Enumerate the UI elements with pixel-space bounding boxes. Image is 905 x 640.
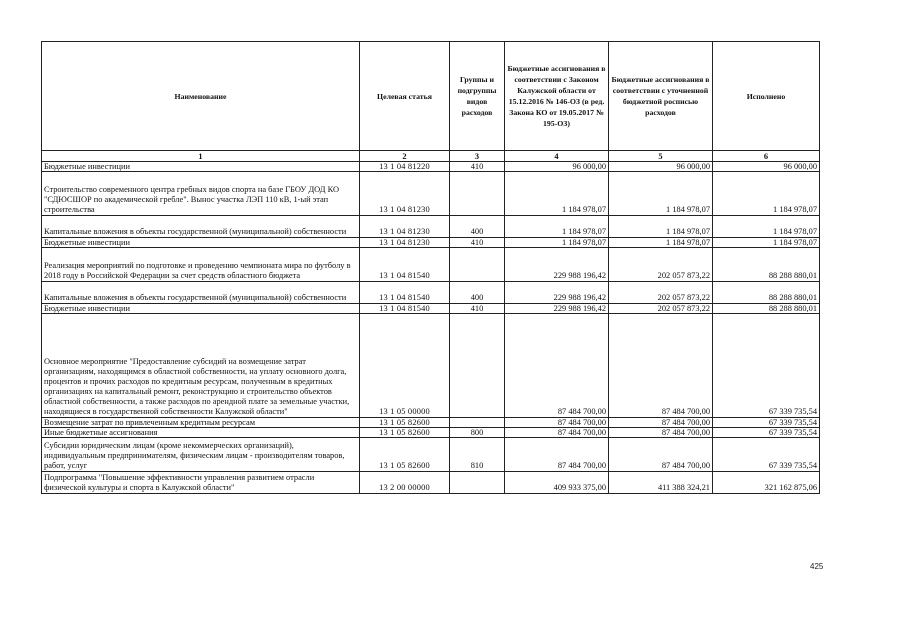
row-refined-amount: 87 484 700,00 bbox=[609, 418, 713, 428]
row-name: Бюджетные инвестиции bbox=[42, 162, 360, 172]
row-group bbox=[450, 472, 505, 494]
row-law-amount: 1 184 978,07 bbox=[505, 238, 609, 248]
row-code: 13 2 00 00000 bbox=[360, 472, 450, 494]
row-name: Строительство современного центра гребных видов спорта на базе ГБОУ ДОД КО "СДЮСШОР по академической гребле". Вынос участка ЛЭП 110 кВ, 1-ый этап строительства bbox=[42, 172, 360, 216]
row-executed-amount: 88 288 880,01 bbox=[713, 304, 820, 314]
row-executed-amount: 67 339 735,54 bbox=[713, 438, 820, 472]
table-row bbox=[42, 438, 820, 472]
row-law-amount: 229 988 196,42 bbox=[505, 282, 609, 304]
row-name: Реализация мероприятий по подготовке и проведению чемпионата мира по футболу в 2018 году в Российской Федерации за счет средств областного бюджета bbox=[42, 248, 360, 282]
table-row bbox=[42, 304, 820, 314]
row-group bbox=[450, 172, 505, 216]
row-code: 13 1 05 82600 bbox=[360, 438, 450, 472]
table-row bbox=[42, 418, 820, 428]
table-row bbox=[42, 472, 820, 494]
row-executed-amount: 67 339 735,54 bbox=[713, 428, 820, 438]
row-refined-amount: 87 484 700,00 bbox=[609, 438, 713, 472]
row-law-amount: 229 988 196,42 bbox=[505, 248, 609, 282]
table-row bbox=[42, 248, 820, 282]
row-name: Основное мероприятие "Предоставление субсидий на возмещение затрат организациям, находящимся в областной собственности, на уплату основного долга, процентов и прочих расходов по кредитным ресурсам, полученным в кредитных организациях на капитальный ремонт, реконструкцию и строительство объектов областной собственности, а также расходов по арендной плате за земельные участки, находящиеся в государственной собственности Калужской области" bbox=[42, 314, 360, 418]
table-header-row bbox=[42, 42, 820, 151]
row-group bbox=[450, 418, 505, 428]
row-law-amount: 1 184 978,07 bbox=[505, 216, 609, 238]
row-name: Бюджетные инвестиции bbox=[42, 238, 360, 248]
table-row bbox=[42, 282, 820, 304]
header-group: Группы и подгруппы видов расходов bbox=[450, 42, 505, 151]
row-group: 410 bbox=[450, 304, 505, 314]
page-number: 425 bbox=[810, 562, 824, 571]
row-group: 800 bbox=[450, 428, 505, 438]
row-code: 13 1 04 81230 bbox=[360, 172, 450, 216]
row-name: Капитальные вложения в объекты государственной (муниципальной) собственности bbox=[42, 216, 360, 238]
column-number-row bbox=[42, 151, 820, 162]
row-refined-amount: 202 057 873,22 bbox=[609, 248, 713, 282]
column-number: 6 bbox=[713, 151, 820, 162]
table-row bbox=[42, 172, 820, 216]
row-law-amount: 229 988 196,42 bbox=[505, 304, 609, 314]
row-name: Капитальные вложения в объекты государственной (муниципальной) собственности bbox=[42, 282, 360, 304]
header-code: Целевая статья bbox=[360, 42, 450, 151]
row-refined-amount: 1 184 978,07 bbox=[609, 216, 713, 238]
header-name: Наименование bbox=[42, 42, 360, 151]
budget-sheet bbox=[41, 41, 819, 494]
row-refined-amount: 96 000,00 bbox=[609, 162, 713, 172]
table-row bbox=[42, 314, 820, 418]
row-code: 13 1 04 81540 bbox=[360, 282, 450, 304]
row-group: 810 bbox=[450, 438, 505, 472]
table-row bbox=[42, 162, 820, 172]
row-code: 13 1 04 81220 bbox=[360, 162, 450, 172]
row-group: 400 bbox=[450, 216, 505, 238]
row-name: Подпрограмма "Повышение эффективности управления развитием отрасли физической культуры и спорта в Калужской области" bbox=[42, 472, 360, 494]
table-row bbox=[42, 238, 820, 248]
header-law: Бюджетные ассигнования в соответствии с Законом Калужской области от 15.12.2016 № 146-ОЗ (в ред. Закона КО от 19.05.2017 № 195-ОЗ) bbox=[505, 42, 609, 151]
row-executed-amount: 67 339 735,54 bbox=[713, 418, 820, 428]
row-executed-amount: 1 184 978,07 bbox=[713, 216, 820, 238]
row-group: 410 bbox=[450, 162, 505, 172]
row-code: 13 1 05 00000 bbox=[360, 314, 450, 418]
budget-table bbox=[41, 41, 820, 494]
row-executed-amount: 321 162 875,06 bbox=[713, 472, 820, 494]
row-law-amount: 87 484 700,00 bbox=[505, 438, 609, 472]
header-executed: Исполнено bbox=[713, 42, 820, 151]
column-number: 5 bbox=[609, 151, 713, 162]
row-name: Субсидии юридическим лицам (кроме некоммерческих организаций), индивидуальным предпринимателям, физическим лицам - производителям товаров, работ, услуг bbox=[42, 438, 360, 472]
column-number: 3 bbox=[450, 151, 505, 162]
column-number: 2 bbox=[360, 151, 450, 162]
row-code: 13 1 04 81230 bbox=[360, 238, 450, 248]
row-law-amount: 87 484 700,00 bbox=[505, 428, 609, 438]
row-refined-amount: 1 184 978,07 bbox=[609, 238, 713, 248]
row-name: Бюджетные инвестиции bbox=[42, 304, 360, 314]
row-code: 13 1 05 82600 bbox=[360, 418, 450, 428]
row-refined-amount: 202 057 873,22 bbox=[609, 282, 713, 304]
row-executed-amount: 1 184 978,07 bbox=[713, 172, 820, 216]
row-group: 410 bbox=[450, 238, 505, 248]
table-row bbox=[42, 428, 820, 438]
row-refined-amount: 411 388 324,21 bbox=[609, 472, 713, 494]
row-law-amount: 87 484 700,00 bbox=[505, 314, 609, 418]
row-law-amount: 87 484 700,00 bbox=[505, 418, 609, 428]
row-refined-amount: 87 484 700,00 bbox=[609, 428, 713, 438]
row-code: 13 1 04 81230 bbox=[360, 216, 450, 238]
row-name: Возмещение затрат по привлеченным кредитным ресурсам bbox=[42, 418, 360, 428]
row-law-amount: 409 933 375,00 bbox=[505, 472, 609, 494]
row-refined-amount: 202 057 873,22 bbox=[609, 304, 713, 314]
row-law-amount: 96 000,00 bbox=[505, 162, 609, 172]
row-executed-amount: 67 339 735,54 bbox=[713, 314, 820, 418]
row-law-amount: 1 184 978,07 bbox=[505, 172, 609, 216]
row-executed-amount: 1 184 978,07 bbox=[713, 238, 820, 248]
row-code: 13 1 04 81540 bbox=[360, 248, 450, 282]
row-group: 400 bbox=[450, 282, 505, 304]
table-row bbox=[42, 216, 820, 238]
column-number: 4 bbox=[505, 151, 609, 162]
row-executed-amount: 88 288 880,01 bbox=[713, 248, 820, 282]
header-refined: Бюджетные ассигнования в соответствии с уточненной бюджетной росписью расходов bbox=[609, 42, 713, 151]
row-group bbox=[450, 248, 505, 282]
row-executed-amount: 88 288 880,01 bbox=[713, 282, 820, 304]
row-group bbox=[450, 314, 505, 418]
row-code: 13 1 05 82600 bbox=[360, 428, 450, 438]
column-number: 1 bbox=[42, 151, 360, 162]
row-refined-amount: 1 184 978,07 bbox=[609, 172, 713, 216]
row-code: 13 1 04 81540 bbox=[360, 304, 450, 314]
row-refined-amount: 87 484 700,00 bbox=[609, 314, 713, 418]
row-executed-amount: 96 000,00 bbox=[713, 162, 820, 172]
row-name: Иные бюджетные ассигнования bbox=[42, 428, 360, 438]
